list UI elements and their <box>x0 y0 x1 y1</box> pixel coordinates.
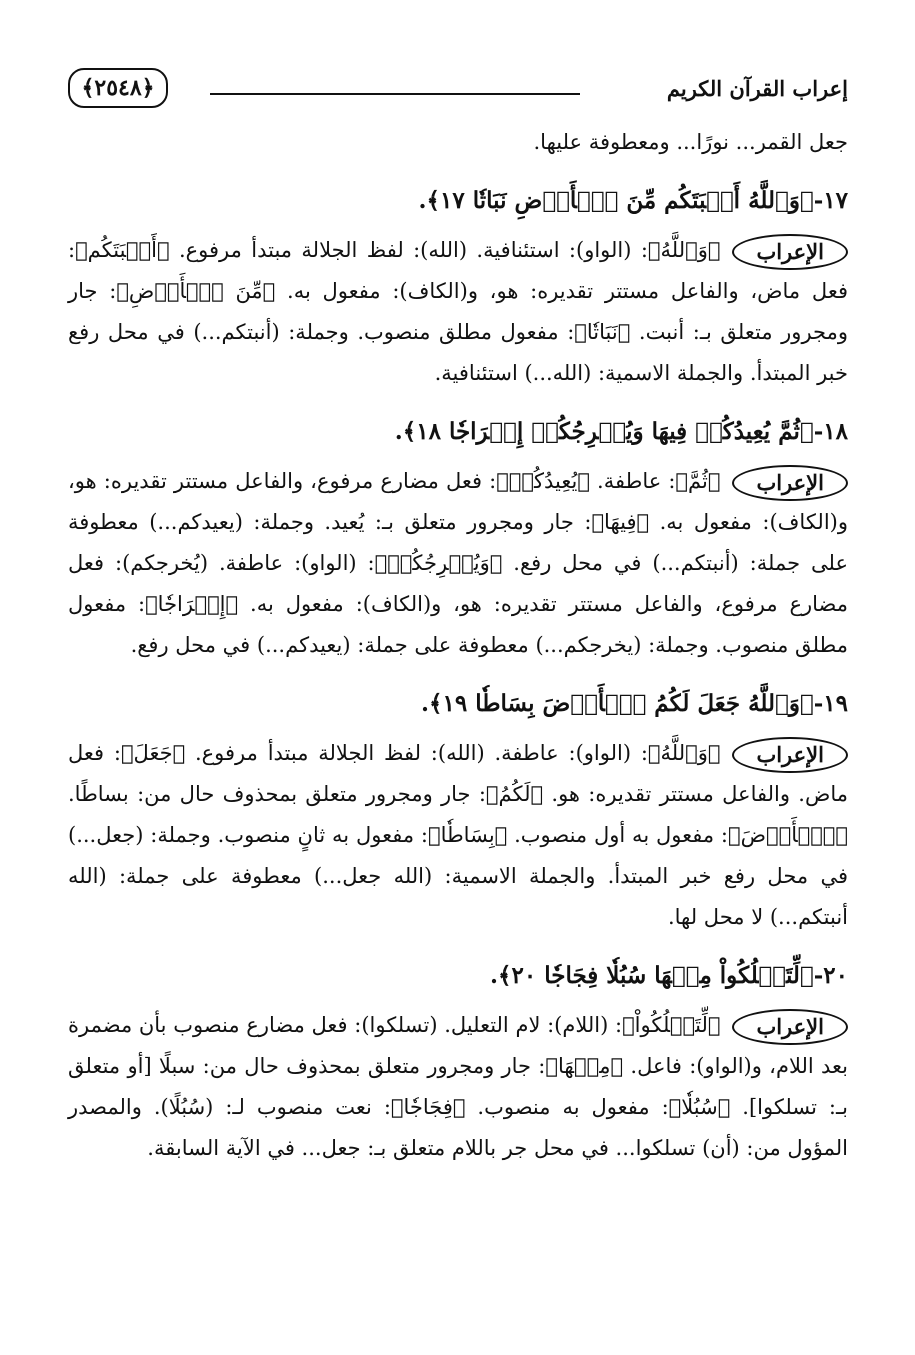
section-17 <box>68 179 848 394</box>
book-title: إعراب القرآن الكريم <box>666 76 848 101</box>
irab-badge: الإعراب <box>732 465 848 501</box>
irab-text-18: ﴿ثُمَّ﴾: عاطفة. ﴿يُعِيدُكُمۡ﴾: فعل مضارع مرفوع، والفاعل مستتر تقديره: هو، و(الكاف): مفعول به. ﴿فِيهَا﴾: جار ومجرور متعلق بـ: يُعيد. وجملة: (يعيدكم...) معطوفة على جملة: (أنبتكم...) في محل رفع. ﴿وَيُخۡرِجُكُمۡ﴾: (الواو): عاطفة. (يُخرجكم): فعل مضارع مرفوع، والفاعل مستتر تقديره: هو، و(الكاف): مفعول به. ﴿إِخۡرَاجٗا﴾: مفعول مطلق منصوب. وجملة: (يخرجكم...) معطوفة على جملة: (يعيدكم...) في محل رفع. <box>68 469 848 657</box>
irab-badge: الإعراب <box>732 737 848 773</box>
page-number: ﴿٢٥٤٨﴾ <box>68 68 168 108</box>
irab-18 <box>68 461 848 666</box>
section-19 <box>68 682 848 938</box>
irab-text-20: ﴿لِّتَسۡلُكُواْ﴾: (اللام): لام التعليل. (تسلكوا): فعل مضارع منصوب بأن مضمرة بعد اللام، و(الواو): فاعل. ﴿مِنۡهَا﴾: جار ومجرور متعلق بمحذوف حال من: سبلًا [أو متعلق بـ: تسلكوا]. ﴿سُبُلٗا﴾: مفعول به منصوب. ﴿فِجَاجٗا﴾: نعت منصوب لـ: (سُبُلًا). والمصدر المؤول من: (أن) تسلكوا... في محل جر باللام متعلق بـ: جعل... في الآية السابقة. <box>68 1013 848 1160</box>
irab-text-19: ﴿وَٱللَّهُ﴾: (الواو): عاطفة. (الله): لفظ الجلالة مبتدأ مرفوع. ﴿جَعَلَ﴾: فعل ماض. والفاعل مستتر تقديره: هو. ﴿لَكُمُ﴾: جار ومجرور متعلق بمحذوف حال من: بساطًا. ﴿ٱلۡأَرۡضَ﴾: مفعول به أول منصوب. ﴿بِسَاطٗا﴾: مفعول به ثانٍ منصوب. وجملة: (جعل...) في محل رفع خبر المبتدأ. والجملة الاسمية: (الله جعل...) معطوفة على جملة: (الله أنبتكم...) لا محل لها. <box>68 741 848 929</box>
irab-badge: الإعراب <box>732 234 848 270</box>
section-18 <box>68 410 848 666</box>
irab-17 <box>68 230 848 394</box>
verse-20: ٢٠-﴿لِّتَسۡلُكُواْ مِنۡهَا سُبُلٗا فِجَاجٗا ٢٠﴾. <box>490 962 848 989</box>
document-page <box>68 62 848 1175</box>
header-divider <box>210 93 580 95</box>
irab-badge: الإعراب <box>732 1009 848 1045</box>
irab-19 <box>68 733 848 938</box>
verse-17: ١٧-﴿وَٱللَّهُ أَنۢبَتَكُم مِّنَ ٱلۡأَرۡضِ نَبَاتٗا ١٧﴾. <box>418 187 848 214</box>
verse-19: ١٩-﴿وَٱللَّهُ جَعَلَ لَكُمُ ٱلۡأَرۡضَ بِسَاطٗا ١٩﴾. <box>421 690 848 717</box>
irab-20 <box>68 1005 848 1169</box>
section-20 <box>68 954 848 1169</box>
verse-18: ١٨-﴿ثُمَّ يُعِيدُكُمۡ فِيهَا وَيُخۡرِجُكُمۡ إِخۡرَاجٗا ١٨﴾. <box>394 418 848 445</box>
intro-line: جعل القمر... نورًا... ومعطوفة عليها. <box>533 130 848 154</box>
irab-text-17: ﴿وَٱللَّهُ﴾: (الواو): استئنافية. (الله): لفظ الجلالة مبتدأ مرفوع. ﴿أَنۢبَتَكُم﴾: فعل ماض، والفاعل مستتر تقديره: هو، و(الكاف): مفعول به. ﴿مِّنَ ٱلۡأَرۡضِ﴾: جار ومجرور متعلق بـ: أنبت. ﴿نَبَاتٗا﴾: مفعول مطلق منصوب. وجملة: (أنبتكم...) في محل رفع خبر المبتدأ. والجملة الاسمية: (الله...) استئنافية. <box>68 238 848 385</box>
page-header <box>68 62 848 122</box>
